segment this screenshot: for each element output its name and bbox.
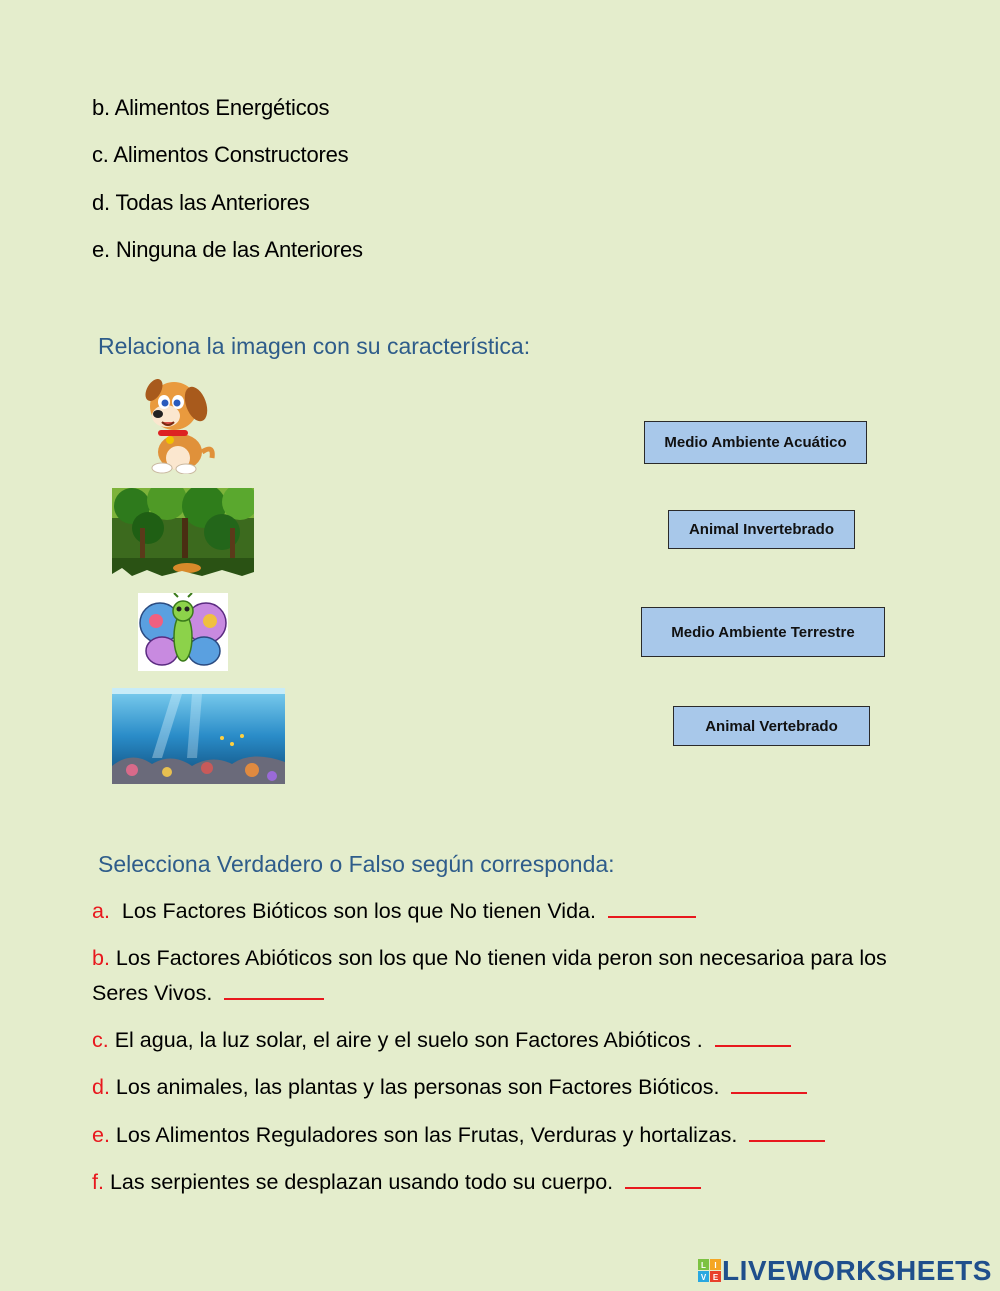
tf-item-f (92, 1165, 922, 1200)
answer-blank-b[interactable] (224, 978, 324, 1000)
tf-item-c (92, 1023, 922, 1058)
logo-block-l: L (701, 1261, 706, 1270)
option-c: c. Alimentos Constructores (92, 142, 349, 167)
tf-letter: b. (92, 946, 110, 970)
tf-letter: a. (92, 899, 110, 923)
tf-text: Los Factores Bióticos son los que No tienen Vida. (121, 899, 596, 923)
answer-blank-c[interactable] (715, 1025, 791, 1047)
liveworksheets-logo (698, 1256, 992, 1286)
tf-letter: d. (92, 1075, 110, 1099)
tf-item-b (92, 941, 922, 1011)
tf-letter: c. (92, 1028, 109, 1052)
logo-text: LIVEWORKSHEETS (722, 1255, 992, 1286)
option-b: b. Alimentos Energéticos (92, 95, 330, 120)
answer-blank-d[interactable] (731, 1072, 807, 1094)
tf-item-a (92, 894, 922, 929)
tf-item-e (92, 1118, 922, 1153)
option-e: e. Ninguna de las Anteriores (92, 237, 363, 262)
tf-item-d (92, 1070, 922, 1105)
dog-image (140, 374, 222, 474)
ocean-image (112, 688, 285, 784)
tf-letter: e. (92, 1123, 110, 1147)
logo-block-i: I (714, 1261, 717, 1270)
box-medio-ambiente-terrestre[interactable]: Medio Ambiente Terrestre (641, 607, 885, 657)
logo-block-e: E (712, 1273, 719, 1282)
box-medio-ambiente-acuatico[interactable]: Medio Ambiente Acuático (644, 421, 867, 464)
tf-text: Los Factores Abióticos son los que No tienen vida peron son necesarioa para los Seres Vivos. (92, 946, 887, 1005)
tf-letter: f. (92, 1170, 104, 1194)
tf-text: El agua, la luz solar, el aire y el suelo son Factores Abióticos . (114, 1028, 703, 1052)
option-d: d. Todas las Anteriores (92, 190, 310, 215)
answer-blank-e[interactable] (749, 1120, 825, 1142)
logo-icon (698, 1259, 722, 1283)
tf-text: Los animales, las plantas y las personas son Factores Bióticos. (115, 1075, 720, 1099)
tf-text: Las serpientes se desplazan usando todo su cuerpo. (109, 1170, 614, 1194)
box-animal-invertebrado[interactable]: Animal Invertebrado (668, 510, 855, 549)
logo-block-v: V (700, 1273, 707, 1282)
tf-text: Los Alimentos Reguladores son las Frutas, Verduras y hortalizas. (115, 1123, 738, 1147)
answer-blank-f[interactable] (625, 1167, 701, 1189)
matching-heading: Relaciona la imagen con su característica: (98, 333, 531, 359)
jungle-image (112, 488, 254, 578)
butterfly-image (138, 593, 228, 671)
answer-blank-a[interactable] (608, 896, 696, 918)
box-animal-vertebrado[interactable]: Animal Vertebrado (673, 706, 870, 746)
truefalse-heading: Selecciona Verdadero o Falso según corresponda: (98, 851, 615, 877)
